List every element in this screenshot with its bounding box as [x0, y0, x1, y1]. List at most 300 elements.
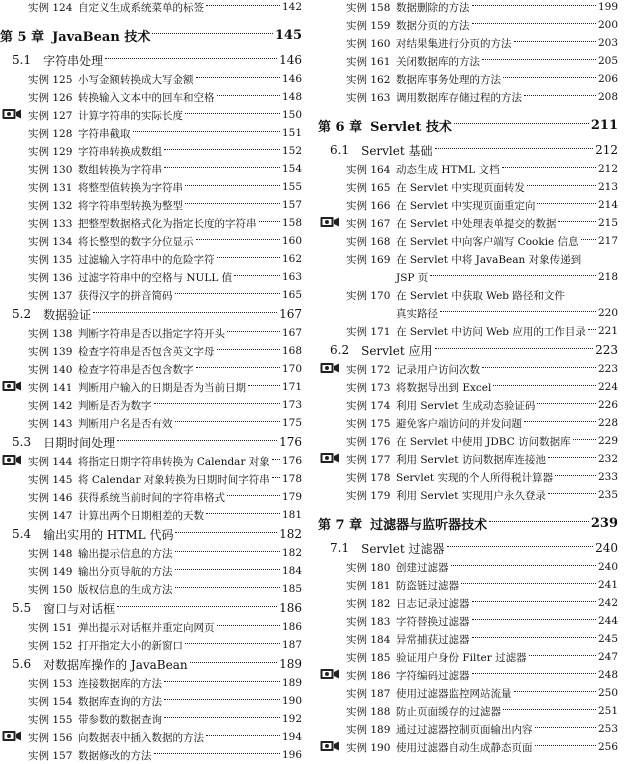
section-title: Servlet 过滤器	[361, 541, 445, 556]
toc-entry	[346, 88, 618, 106]
page-number: 196	[281, 749, 302, 761]
toc-entry	[28, 506, 302, 524]
instance-number: 实例 134	[28, 235, 73, 248]
page-number: 215	[597, 217, 618, 229]
section-number: 6.1	[330, 143, 350, 157]
page-number: 213	[597, 181, 618, 193]
instance-number: 实例 154	[28, 695, 73, 708]
page-number: 223	[595, 343, 618, 357]
entry-title: 判断用户名是否有效	[78, 417, 173, 430]
page-number: 200	[597, 19, 618, 31]
page-number: 256	[597, 741, 618, 753]
page-number: 211	[590, 117, 618, 133]
page-number: 253	[597, 723, 618, 735]
toc-entry	[28, 178, 302, 196]
toc-entry	[346, 214, 618, 232]
entry-title: 创建过滤器	[396, 561, 449, 574]
page-number: 146	[281, 73, 302, 85]
page-number: 206	[597, 73, 618, 85]
toc-entry	[346, 286, 618, 304]
chapter-number: 第 6 章	[318, 119, 363, 135]
toc-entry	[346, 232, 618, 250]
entry-title: 关闭数据库的方法	[396, 55, 480, 68]
page-number: 194	[281, 731, 302, 743]
chapter-title: Servlet 技术	[370, 119, 452, 135]
leader-dots	[472, 5, 596, 6]
instance-number: 实例 166	[346, 199, 391, 212]
leader-dots	[573, 439, 596, 440]
instance-number: 实例 188	[346, 705, 391, 718]
section-title: 对数据库操作的 JavaBean	[43, 657, 188, 672]
toc-entry	[346, 250, 618, 268]
entry-title: 验证用户身份 Filter 过滤器	[396, 651, 527, 664]
leader-dots	[472, 23, 596, 24]
instance-number: 实例 147	[28, 509, 73, 522]
instance-number: 实例 151	[28, 621, 73, 634]
page-number: 182	[281, 547, 302, 559]
leader-dots	[185, 203, 280, 204]
entry-title: 字符串截取	[78, 127, 131, 140]
toc-entry	[28, 214, 302, 232]
toc-entry	[28, 286, 302, 304]
leader-dots	[206, 513, 280, 514]
instance-number: 实例 187	[346, 687, 391, 700]
page-number: 214	[597, 199, 618, 211]
page-number: 250	[597, 687, 618, 699]
instance-number: 实例 178	[346, 471, 391, 484]
page-number: 220	[597, 307, 618, 319]
chapter-heading	[0, 20, 302, 50]
leader-dots	[272, 477, 280, 478]
page-number: 208	[597, 91, 618, 103]
section-heading	[12, 598, 302, 618]
leader-dots	[493, 385, 596, 386]
video-camera-icon	[320, 362, 340, 375]
instance-number: 实例 177	[346, 453, 391, 466]
toc-entry	[28, 360, 302, 378]
toc-entry	[346, 666, 618, 684]
page-number: 224	[597, 381, 618, 393]
entry-title: 在 Servlet 中实现页面重定向	[396, 199, 536, 212]
leader-dots	[117, 440, 277, 441]
instance-number: 实例 183	[346, 615, 391, 628]
page-number: 167	[279, 307, 302, 321]
entry-title: 将数据导出到 Excel	[396, 381, 492, 394]
entry-title: 真实路径	[396, 307, 438, 320]
leader-dots	[482, 59, 596, 60]
entry-title: 动态生成 HTML 文档	[396, 163, 500, 176]
instance-number: 实例 148	[28, 547, 73, 560]
leader-dots	[105, 58, 277, 59]
entry-title: 使用过滤器自动生成静态页面	[396, 741, 533, 754]
page-number: 205	[597, 55, 618, 67]
entry-title: 数据库事务处理的方法	[396, 73, 501, 86]
instance-number: 实例 175	[346, 417, 391, 430]
toc-entry	[346, 684, 618, 702]
leader-dots	[217, 95, 280, 96]
toc-entry	[28, 0, 302, 16]
page-number: 251	[597, 705, 618, 717]
section-title: 窗口与对话框	[43, 601, 116, 616]
page-number: 176	[281, 455, 302, 467]
leader-dots	[227, 331, 280, 332]
page-number: 229	[597, 435, 618, 447]
instance-number: 实例 165	[346, 181, 391, 194]
leader-dots	[272, 459, 280, 460]
toc-entry	[28, 580, 302, 598]
entry-title: JSP 页	[396, 271, 429, 284]
toc-entry	[28, 452, 302, 470]
page-number: 187	[281, 639, 302, 651]
toc-entry	[346, 612, 618, 630]
leader-dots	[489, 521, 589, 522]
instance-number: 实例 181	[346, 579, 391, 592]
page-number: 186	[279, 601, 302, 615]
toc-entry	[346, 70, 618, 88]
leader-dots	[164, 149, 280, 150]
leader-dots	[558, 221, 596, 222]
leader-dots	[196, 367, 280, 368]
page-number: 244	[597, 615, 618, 627]
leader-dots	[537, 403, 596, 404]
toc-entry	[346, 178, 618, 196]
leader-dots	[588, 329, 596, 330]
instance-number: 实例 153	[28, 677, 73, 690]
leader-dots	[472, 673, 596, 674]
instance-number: 实例 137	[28, 289, 73, 302]
entry-title: 字符替换过滤器	[396, 615, 470, 628]
entry-title: 调用数据库存储过程的方法	[396, 91, 522, 104]
page-number: 185	[281, 583, 302, 595]
toc-entry	[28, 268, 302, 286]
page-number: 217	[597, 235, 618, 247]
entry-title: 打开指定大小的新窗口	[78, 639, 183, 652]
entry-title: 将整型值转换为字符串	[78, 181, 183, 194]
instance-number: 实例 158	[346, 1, 391, 14]
entry-title: 把整型数据格式化为指定长度的字符串	[78, 217, 257, 230]
section-number: 5.2	[12, 307, 32, 321]
toc-entry	[28, 636, 302, 654]
instance-number: 实例 171	[346, 325, 391, 338]
entry-title: 弹出提示对话框并重定向网页	[78, 621, 215, 634]
section-title: Servlet 基础	[361, 143, 433, 158]
page-number: 226	[597, 399, 618, 411]
toc-entry	[346, 648, 618, 666]
section-heading	[12, 432, 302, 452]
instance-number: 实例 146	[28, 491, 73, 504]
section-number: 7.1	[330, 541, 350, 555]
leader-dots	[154, 403, 280, 404]
leader-dots	[234, 275, 280, 276]
instance-number: 实例 135	[28, 253, 73, 266]
section-number: 5.6	[12, 657, 32, 671]
entry-title: 连接数据库的方法	[78, 677, 162, 690]
leader-dots	[527, 185, 596, 186]
leader-dots	[217, 625, 280, 626]
leader-dots	[502, 167, 596, 168]
leader-dots	[514, 41, 596, 42]
toc-entry	[28, 692, 302, 710]
instance-number: 实例 189	[346, 723, 391, 736]
page-number: 241	[597, 579, 618, 591]
instance-number: 实例 160	[346, 37, 391, 50]
toc-entry	[28, 728, 302, 746]
section-title: 字符串处理	[43, 53, 104, 68]
instance-number: 实例 186	[346, 669, 391, 682]
leader-dots	[548, 493, 596, 494]
instance-number: 实例 170	[346, 289, 391, 302]
leader-dots	[248, 385, 280, 386]
video-camera-icon	[320, 452, 340, 465]
instance-number: 实例 152	[28, 639, 73, 652]
entry-title: 字符编码过滤器	[396, 669, 470, 682]
page-number: 189	[279, 657, 302, 671]
leader-dots	[175, 587, 280, 588]
instance-number: 实例 159	[346, 19, 391, 32]
entry-title: 数据修改的方法	[78, 749, 152, 762]
toc-entry	[28, 470, 302, 488]
section-number: 6.2	[330, 343, 350, 357]
page-number: 170	[281, 363, 302, 375]
page-number: 157	[281, 199, 302, 211]
leader-dots	[482, 367, 596, 368]
entry-title: 防盗链过滤器	[396, 579, 459, 592]
video-camera-icon	[2, 108, 22, 121]
toc-entry	[346, 594, 618, 612]
leader-dots	[152, 33, 273, 34]
toc-entry	[346, 322, 618, 340]
leader-dots	[548, 457, 596, 458]
section-heading	[12, 304, 302, 324]
instance-number: 实例 164	[346, 163, 391, 176]
section-heading	[330, 140, 618, 160]
instance-number: 实例 136	[28, 271, 73, 284]
instance-number: 实例 156	[28, 731, 73, 744]
toc-entry	[28, 488, 302, 506]
leader-dots	[472, 637, 596, 638]
instance-number: 实例 126	[28, 91, 73, 104]
page-number: 168	[281, 345, 302, 357]
entry-title: 计算字符串的实际长度	[78, 109, 183, 122]
entry-title: 过滤字符串中的空格与 NULL 值	[78, 271, 233, 284]
section-title: 日期时间处理	[43, 435, 116, 450]
page-number: 248	[597, 669, 618, 681]
leader-dots	[440, 311, 596, 312]
leader-dots	[133, 131, 280, 132]
instance-number: 实例 150	[28, 583, 73, 596]
entry-title: 数据删除的方法	[396, 1, 470, 14]
leader-dots	[185, 113, 280, 114]
entry-title: 转换输入文本中的回车和空格	[78, 91, 215, 104]
leader-dots	[206, 5, 280, 6]
leader-dots	[164, 681, 280, 682]
instance-number: 实例 130	[28, 163, 73, 176]
page-number: 165	[281, 289, 302, 301]
toc-entry	[346, 34, 618, 52]
page-number: 173	[281, 399, 302, 411]
leader-dots	[524, 421, 596, 422]
toc-entry	[28, 106, 302, 124]
toc-entry	[28, 232, 302, 250]
page-number: 167	[281, 327, 302, 339]
leader-dots	[535, 745, 596, 746]
toc-entry	[28, 746, 302, 764]
section-heading	[330, 340, 618, 360]
entry-title: 获得汉字的拼音简码	[78, 289, 173, 302]
toc-entry	[346, 432, 618, 450]
entry-title: 获得系统当前时间的字符串格式	[78, 491, 225, 504]
toc-entry	[346, 52, 618, 70]
toc-entry	[28, 70, 302, 88]
page-number: 171	[281, 381, 302, 393]
leader-dots	[196, 77, 280, 78]
entry-title: 对结果集进行分页的方法	[396, 37, 512, 50]
leader-dots	[175, 293, 280, 294]
leader-dots	[196, 239, 280, 240]
entry-title: 日志记录过滤器	[396, 597, 470, 610]
entry-title: 检查字符串是否包含英文字母	[78, 345, 215, 358]
entry-title: 利用 Servlet 访问数据库连接池	[396, 453, 546, 466]
toc-entry	[28, 88, 302, 106]
page-number: 199	[597, 1, 618, 13]
toc-entry	[28, 710, 302, 728]
leader-dots	[117, 606, 277, 607]
video-camera-icon	[2, 730, 22, 743]
toc-entry	[28, 674, 302, 692]
entry-title: 在 Servlet 中处理表单提交的数据	[396, 217, 557, 230]
entry-title: 版权信息的生成方法	[78, 583, 173, 596]
entry-title: 将字符串型转换为整型	[78, 199, 183, 212]
entry-title: 数据库查询的方法	[78, 695, 162, 708]
toc-entry	[346, 720, 618, 738]
entry-title: 利用 Servlet 实现用户永久登录	[396, 489, 546, 502]
entry-title: 将指定日期字符串转换为 Calendar 对象	[78, 455, 270, 468]
toc-entry	[346, 702, 618, 720]
entry-title: 记录用户访问次数	[396, 363, 480, 376]
leader-dots	[435, 148, 594, 149]
instance-number: 实例 174	[346, 399, 391, 412]
section-title: 数据验证	[43, 307, 92, 322]
entry-title: 在 Servlet 中将 JavaBean 对象传递到	[396, 253, 582, 266]
section-title: 输出实用的 HTML 代码	[43, 527, 174, 542]
instance-number: 实例 131	[28, 181, 73, 194]
section-heading	[330, 538, 618, 558]
instance-number: 实例 139	[28, 345, 73, 358]
section-title: Servlet 应用	[361, 343, 433, 358]
page-number: 223	[597, 363, 618, 375]
entry-title: 在 Servlet 中访问 Web 应用的工作目录	[396, 325, 586, 338]
instance-number: 实例 129	[28, 145, 73, 158]
chapter-number: 第 5 章	[0, 29, 45, 45]
leader-dots	[472, 619, 596, 620]
entry-title: 向数据表中插入数据的方法	[78, 731, 204, 744]
page-number: 151	[281, 127, 302, 139]
leader-dots	[185, 185, 280, 186]
leader-dots	[93, 312, 277, 313]
toc-entry	[346, 468, 618, 486]
section-heading	[12, 50, 302, 70]
toc-entry	[28, 196, 302, 214]
entry-title: 自定义生成系统菜单的标签	[78, 1, 204, 14]
section-number: 5.4	[12, 527, 32, 541]
toc-entry	[346, 576, 618, 594]
video-camera-icon	[2, 454, 22, 467]
page-number: 221	[597, 325, 618, 337]
entry-title: 使用过滤器监控网站流量	[396, 687, 512, 700]
page-number: 235	[597, 489, 618, 501]
leader-dots	[555, 475, 596, 476]
toc-entry	[346, 196, 618, 214]
chapter-title: JavaBean 技术	[52, 29, 151, 45]
leader-dots	[514, 691, 596, 692]
leader-dots	[451, 565, 596, 566]
page-number: 179	[281, 491, 302, 503]
video-camera-icon	[2, 380, 22, 393]
toc-entry	[28, 562, 302, 580]
leader-dots	[447, 546, 594, 547]
page-number: 240	[595, 541, 618, 555]
instance-number: 实例 141	[28, 381, 73, 394]
page-number: 155	[281, 181, 302, 193]
toc-entry	[28, 414, 302, 432]
page-number: 203	[597, 37, 618, 49]
leader-dots	[164, 699, 280, 700]
page-number: 152	[281, 145, 302, 157]
page-number: 186	[281, 621, 302, 633]
entry-title: 小写金额转换成大写金额	[78, 73, 194, 86]
page-number: 150	[281, 109, 302, 121]
leader-dots	[175, 421, 280, 422]
instance-number: 实例 143	[28, 417, 73, 430]
entry-title: 将长整型的数字分位显示	[78, 235, 194, 248]
instance-number: 实例 185	[346, 651, 391, 664]
page-number: 176	[279, 435, 302, 449]
instance-number: 实例 179	[346, 489, 391, 502]
entry-title: 在 Servlet 中使用 JDBC 访问数据库	[396, 435, 571, 448]
instance-number: 实例 167	[346, 217, 391, 230]
toc-entry	[28, 618, 302, 636]
toc-entry	[28, 324, 302, 342]
entry-title: Servlet 实现的个人所得税计算器	[396, 471, 553, 484]
instance-number: 实例 180	[346, 561, 391, 574]
entry-title: 将 Calendar 对象转换为日期时间字符串	[78, 473, 270, 486]
leader-dots	[227, 495, 280, 496]
entry-title: 数组转换为字符串	[78, 163, 162, 176]
instance-number: 实例 149	[28, 565, 73, 578]
page-number: 218	[597, 271, 618, 283]
chapter-number: 第 7 章	[318, 517, 363, 533]
instance-number: 实例 125	[28, 73, 73, 86]
page-number: 245	[597, 633, 618, 645]
leader-dots	[472, 601, 596, 602]
leader-dots	[430, 275, 596, 276]
page-number: 145	[274, 27, 302, 43]
page-number: 242	[597, 597, 618, 609]
page-number: 240	[597, 561, 618, 573]
page-number: 182	[279, 527, 302, 541]
instance-number: 实例 163	[346, 91, 391, 104]
entry-title: 通过过滤器控制页面输出内容	[396, 723, 533, 736]
toc-entry	[28, 396, 302, 414]
toc-entry	[28, 342, 302, 360]
instance-number: 实例 140	[28, 363, 73, 376]
page-number: 212	[595, 143, 618, 157]
leader-dots	[175, 551, 280, 552]
entry-title: 带参数的数据查询	[78, 713, 162, 726]
page-number: 247	[597, 651, 618, 663]
section-number: 5.1	[12, 53, 32, 67]
leader-dots	[503, 77, 596, 78]
